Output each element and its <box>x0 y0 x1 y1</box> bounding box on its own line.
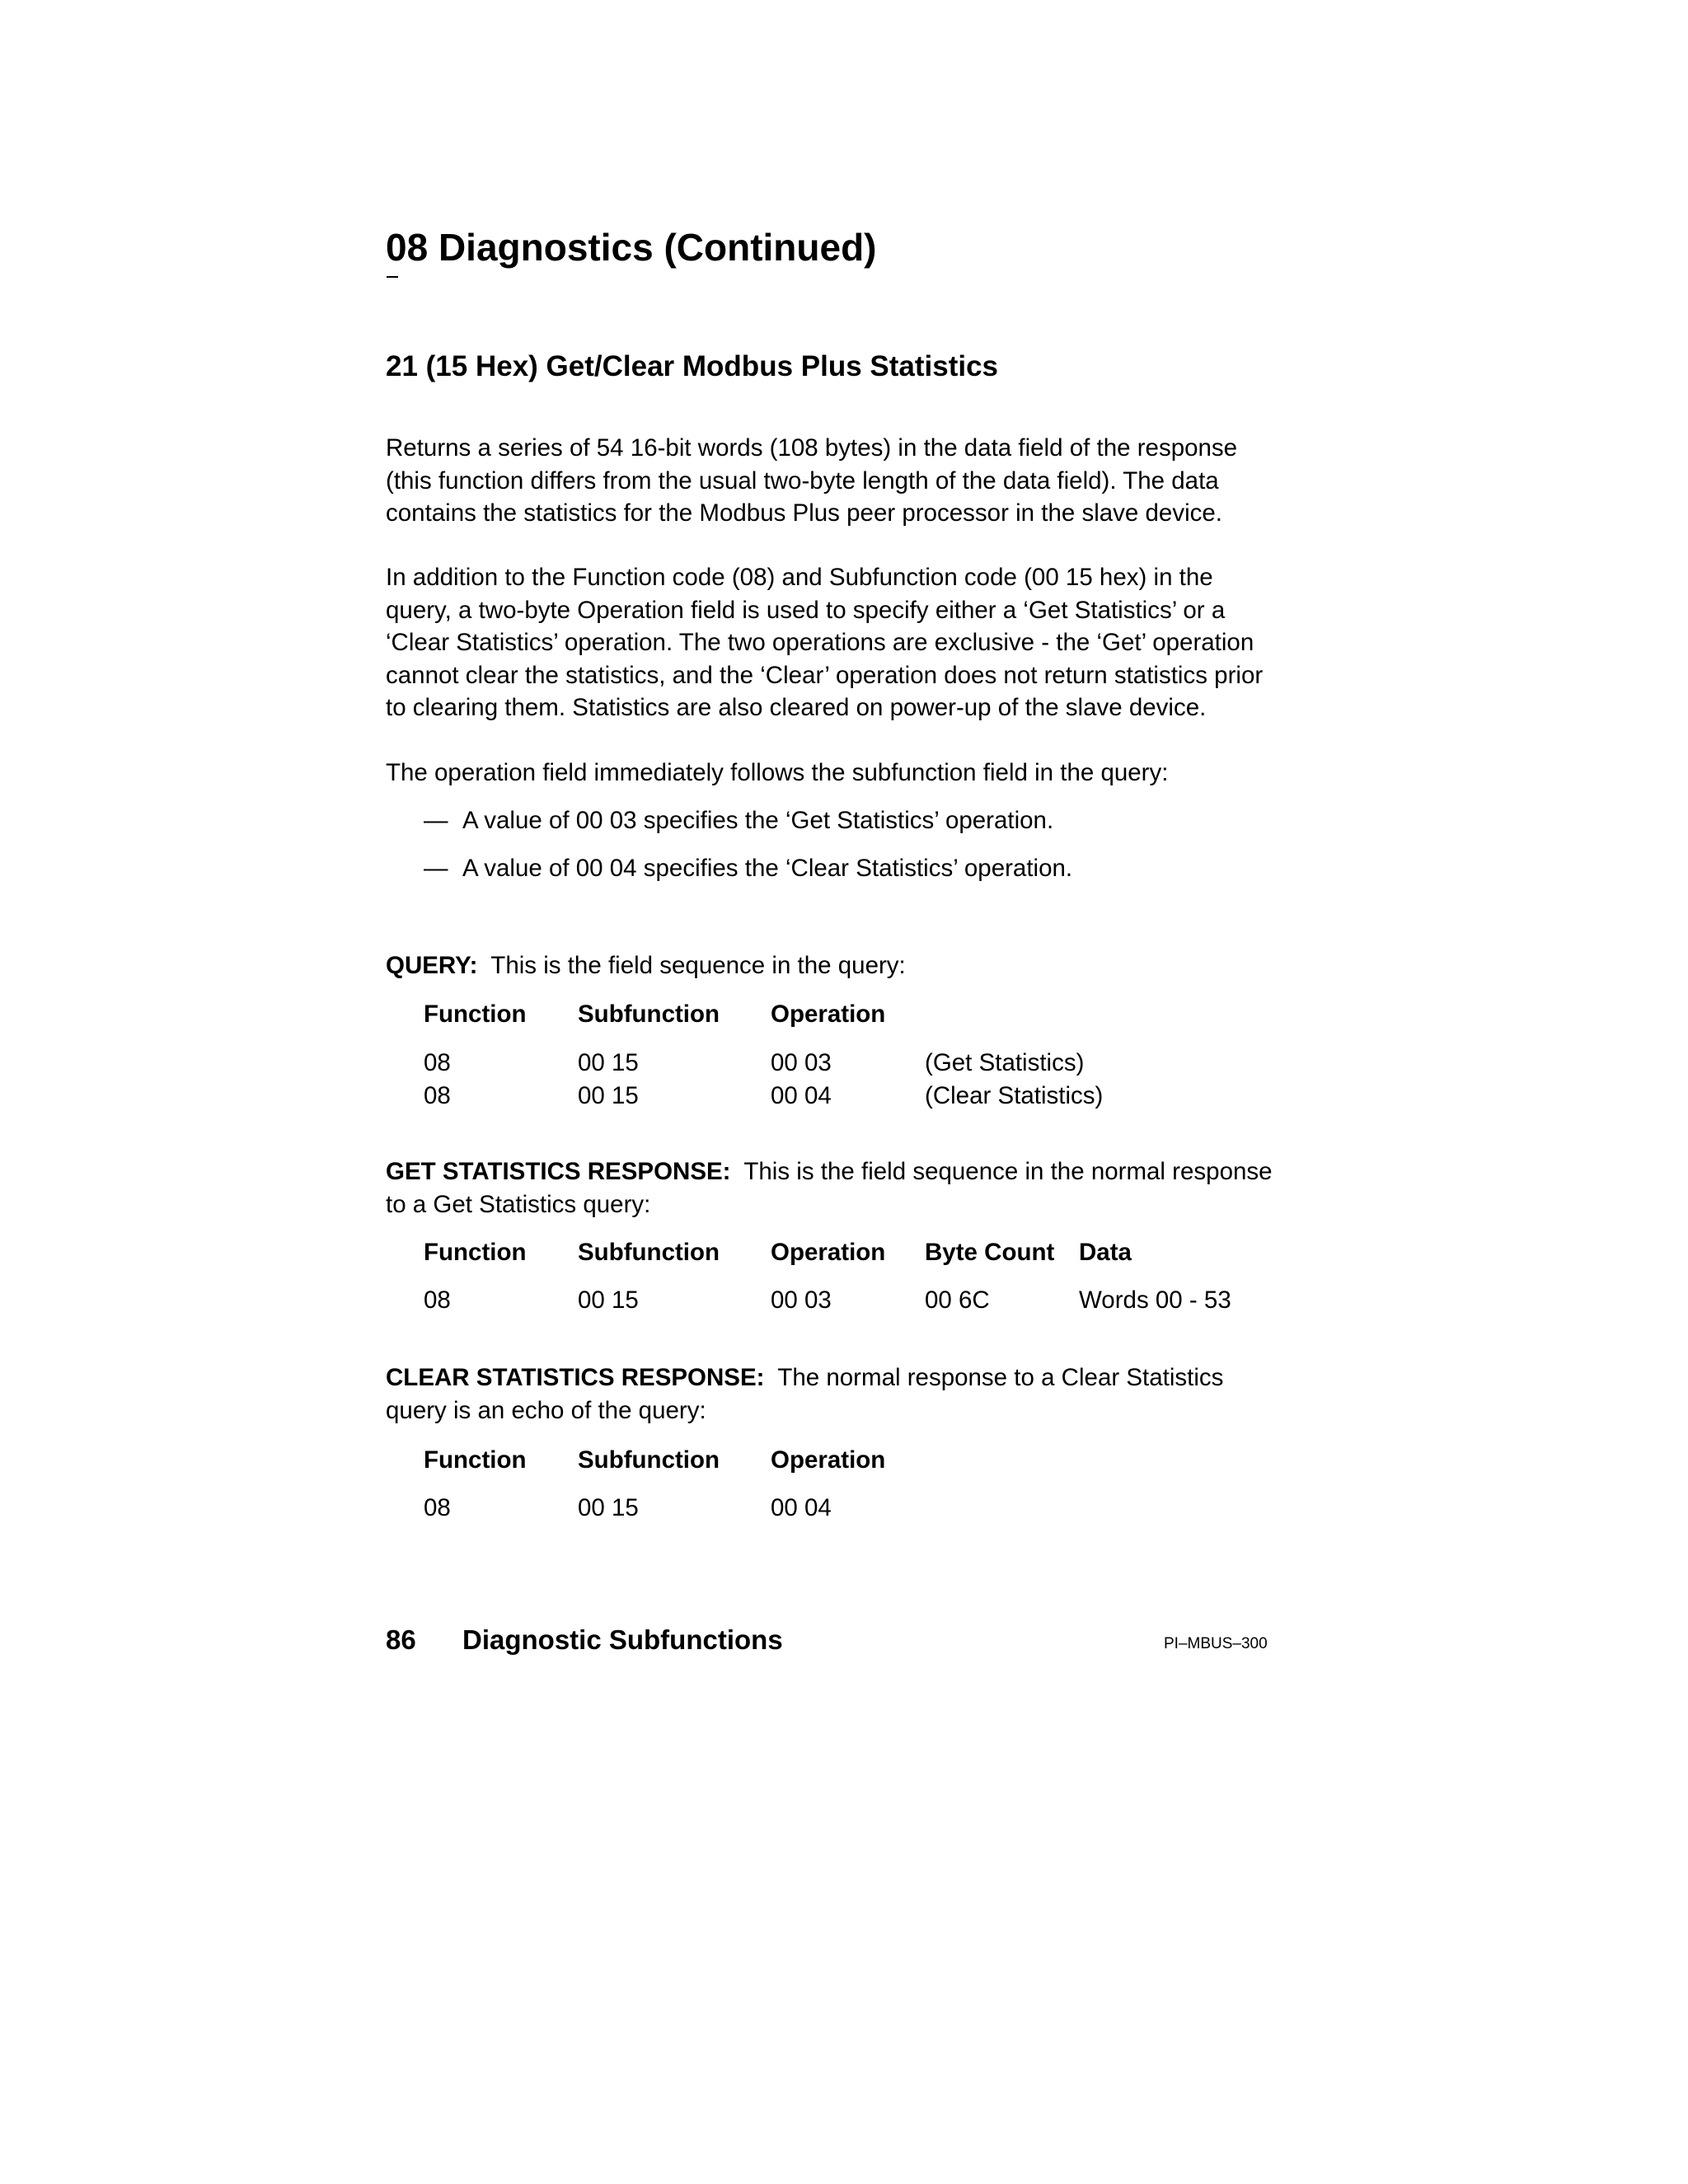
paragraph-line: ‘Clear Statistics’ operation. The two operations are exclusive - the ‘Get’ operation <box>386 629 1254 656</box>
get-response-intro <box>386 1155 1309 1221</box>
table-cell: Words 00 - 53 <box>1079 1286 1231 1314</box>
query-intro <box>386 949 1309 982</box>
list-item <box>424 804 1053 837</box>
column-header: Operation <box>771 1001 886 1028</box>
column-header: Operation <box>771 1239 886 1266</box>
chapter-title: 08 Diagnostics (Continued) <box>386 226 877 269</box>
column-header: Subfunction <box>578 1001 720 1028</box>
table-cell: 08 <box>424 1082 451 1109</box>
clear-response-intro <box>386 1361 1309 1427</box>
document-code: PI–MBUS–300 <box>1164 1635 1268 1652</box>
table-cell: 00 03 <box>771 1286 832 1314</box>
clear-response-table-header <box>424 1444 1248 1477</box>
column-header: Data <box>1079 1239 1132 1266</box>
table-row <box>424 1284 1248 1317</box>
get-response-text: This is the field sequence in the normal response <box>730 1158 1273 1185</box>
query-table-header <box>424 998 1248 1031</box>
section-title: 21 (15 Hex) Get/Clear Modbus Plus Statistics <box>386 350 999 382</box>
list-item-text: A value of 00 03 specifies the ‘Get Statistics’ operation. <box>462 807 1054 834</box>
list-item <box>424 852 1072 885</box>
get-response-label: GET STATISTICS RESPONSE: <box>386 1158 731 1185</box>
page-number: 86 <box>386 1624 416 1655</box>
table-cell: 08 <box>424 1049 451 1076</box>
column-header: Operation <box>771 1446 886 1474</box>
query-label: QUERY: <box>386 952 478 979</box>
dash-bullet: — <box>424 807 448 834</box>
column-header: Subfunction <box>578 1446 720 1474</box>
table-cell: (Clear Statistics) <box>925 1082 1104 1109</box>
paragraph-operation <box>386 561 1309 724</box>
table-row <box>424 1047 1248 1080</box>
table-row <box>424 1080 1248 1113</box>
table-cell: 00 15 <box>578 1082 639 1109</box>
table-cell: 00 04 <box>771 1082 832 1109</box>
paragraph-line: cannot clear the statistics, and the ‘Clear’ operation does not return statistics prior <box>386 661 1264 689</box>
table-row <box>424 1492 1248 1525</box>
get-response-text: to a Get Statistics query: <box>386 1190 651 1218</box>
dash-bullet: — <box>424 855 448 882</box>
get-response-table-header <box>424 1236 1248 1269</box>
list-item-text: A value of 00 04 specifies the ‘Clear Statistics’ operation. <box>462 855 1073 882</box>
query-text: This is the field sequence in the query: <box>477 952 906 979</box>
paragraph-line: contains the statistics for the Modbus Plus peer processor in the slave device. <box>386 499 1222 527</box>
paragraph-line: query, a two-byte Operation field is used to specify either a ‘Get Statistics’ or a <box>386 596 1226 624</box>
column-header: Function <box>424 1446 527 1474</box>
table-cell: 08 <box>424 1494 451 1521</box>
paragraph-line: to clearing them. Statistics are also cleared on power-up of the slave device. <box>386 694 1207 721</box>
table-cell: 00 04 <box>771 1494 832 1521</box>
paragraph-line: Returns a series of 54 16-bit words (108 bytes) in the data field of the response <box>386 434 1238 462</box>
column-header: Function <box>424 1239 527 1266</box>
paragraph-line: (this function differs from the usual two-byte length of the data field). The data <box>386 466 1219 494</box>
table-cell: (Get Statistics) <box>925 1049 1085 1076</box>
chapter-marker <box>387 276 398 278</box>
table-cell: 00 15 <box>578 1049 639 1076</box>
column-header: Function <box>424 1001 527 1028</box>
column-header: Subfunction <box>578 1239 720 1266</box>
paragraph-line: The operation field immediately follows the subfunction field in the query: <box>386 759 1169 786</box>
footer-title: Diagnostic Subfunctions <box>462 1624 783 1655</box>
column-header: Byte Count <box>925 1239 1055 1266</box>
table-cell: 00 15 <box>578 1286 639 1314</box>
table-cell: 00 6C <box>925 1286 990 1314</box>
clear-response-text: The normal response to a Clear Statistics <box>764 1364 1224 1391</box>
clear-response-label: CLEAR STATISTICS RESPONSE: <box>386 1364 765 1391</box>
paragraph-intro <box>386 432 1309 530</box>
paragraph-operation-field <box>386 757 1309 790</box>
table-cell: 00 15 <box>578 1494 639 1521</box>
table-cell: 08 <box>424 1286 451 1314</box>
table-cell: 00 03 <box>771 1049 832 1076</box>
paragraph-line: In addition to the Function code (08) and Subfunction code (00 15 hex) in the <box>386 564 1213 591</box>
clear-response-text: query is an echo of the query: <box>386 1396 706 1424</box>
